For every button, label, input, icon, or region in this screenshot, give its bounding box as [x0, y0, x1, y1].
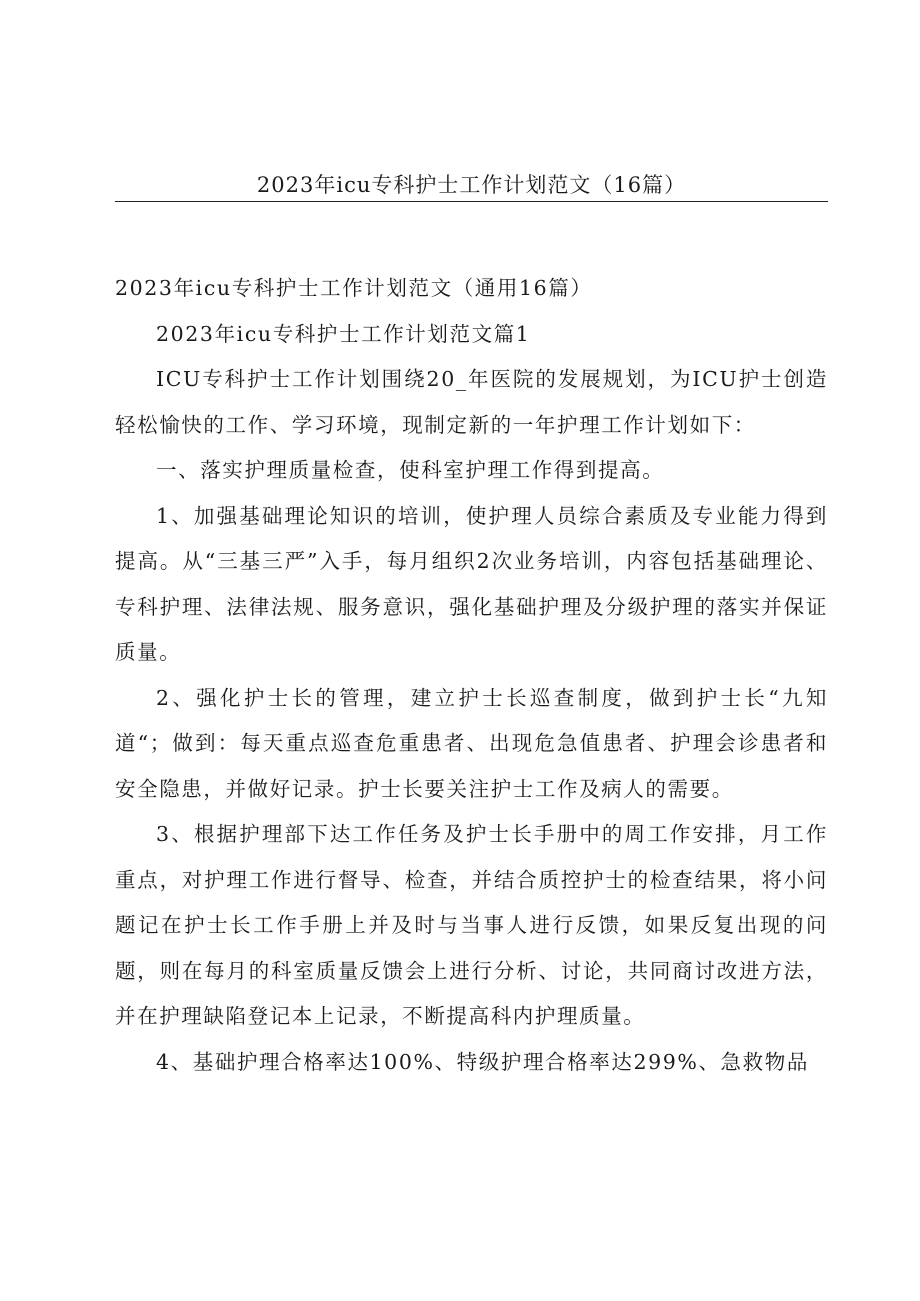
paragraph-item-1: 1、加强基础理论知识的培训，使护理人员综合素质及专业能力得到提高。从“三基三严”入手，每月组织2次业务培训，内容包括基础理论、专科护理、法律法规、服务意识，强化基础护理及分级护理的落实并保证质量。	[115, 503, 828, 664]
paragraph-intro: ICU专科护士工作计划围绕20_年医院的发展规划，为ICU护士创造轻松愉快的工作、学习环境，现制定新的一年护理工作计划如下：	[115, 367, 828, 437]
document-subtitle: 2023年icu专科护士工作计划范文（通用16篇）	[115, 276, 593, 300]
paragraph-heading-one: 一、落实护理质量检查，使科室护理工作得到提高。	[156, 458, 665, 482]
document-body	[115, 266, 828, 1085]
title-underline	[115, 201, 828, 202]
paragraph-item-4: 4、基础护理合格率达100%、特级护理合格率达299%、急救物品	[156, 1049, 809, 1074]
paragraph-item-3: 3、根据护理部下达工作任务及护士长手册中的周工作安排，月工作重点，对护理工作进行督导、检查，并结合质控护士的检查结果，将小问题记在护士长工作手册上并及时与当事人进行反馈，如果反复出现的问题，则在每月的科室质量反馈会上进行分析、讨论，共同商讨改进方法，并在护理缺陷登记本上记录，不断提高科内护理质量。	[115, 822, 828, 1028]
section-heading: 2023年icu专科护士工作计划范文篇1	[156, 321, 531, 346]
paragraph-item-2: 2、强化护士长的管理，建立护士长巡查制度，做到护士长“九知道“；做到：每天重点巡查危重患者、出现危急值患者、护理会诊患者和安全隐患，并做好记录。护士长要关注护士工作及病人的需要。	[115, 685, 828, 801]
document-title: 2023年icu专科护士工作计划范文（16篇）	[256, 173, 687, 197]
